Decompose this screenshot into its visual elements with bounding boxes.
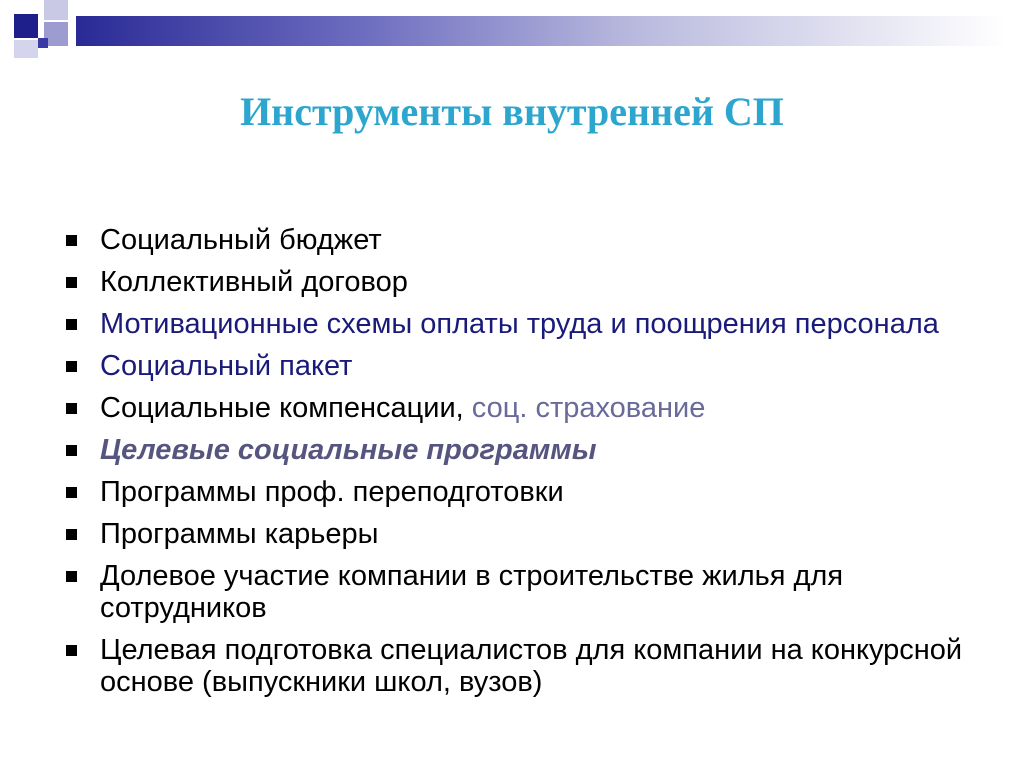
deco-square-light <box>14 40 38 58</box>
list-item-text: Программы карьеры <box>100 518 379 550</box>
bullet-square-icon <box>66 487 77 498</box>
bullet-square-icon <box>66 235 77 246</box>
list-item <box>64 476 994 508</box>
list-item <box>64 560 994 624</box>
list-item-text: Целевая подготовка специалистов для компании на конкурсной основе (выпускники школ, вузов) <box>100 634 963 698</box>
list-item <box>64 266 994 298</box>
bullet-list <box>64 224 994 708</box>
list-item-text: Мотивационные схемы оплаты труда и поощрения персонала <box>100 308 939 340</box>
list-item <box>64 392 994 424</box>
bullet-square-icon <box>66 403 77 414</box>
list-item-text: Целевые социальные программы <box>100 434 597 466</box>
bullet-square-icon <box>66 445 77 456</box>
list-item-highlight: соц. страхование <box>471 392 706 424</box>
slide-title: Инструменты внутренней СП <box>240 89 784 134</box>
bullet-square-icon <box>66 277 77 288</box>
list-item-text: Социальный пакет <box>100 350 353 382</box>
deco-square-dark <box>38 38 48 48</box>
list-item <box>64 224 994 256</box>
list-item <box>64 308 994 340</box>
deco-square-dark <box>14 14 38 38</box>
list-item <box>64 434 994 466</box>
list-item <box>64 350 994 382</box>
deco-square-light <box>44 0 68 20</box>
list-item-text: Коллективный договор <box>100 266 408 298</box>
list-item-text: Социальный бюджет <box>100 224 382 256</box>
list-item <box>64 518 994 550</box>
bullet-square-icon <box>66 319 77 330</box>
header-gradient-bar <box>76 16 1006 46</box>
bullet-square-icon <box>66 529 77 540</box>
bullet-square-icon <box>66 571 77 582</box>
list-item <box>64 634 994 698</box>
bullet-square-icon <box>66 361 77 372</box>
bullet-square-icon <box>66 645 77 656</box>
list-item-text: Социальные компенсации, <box>100 392 472 424</box>
header-decoration <box>0 0 1024 80</box>
list-item-text: Долевое участие компании в строительстве жилья для сотрудников <box>100 560 844 624</box>
list-item-text: Программы проф. переподготовки <box>100 476 564 508</box>
